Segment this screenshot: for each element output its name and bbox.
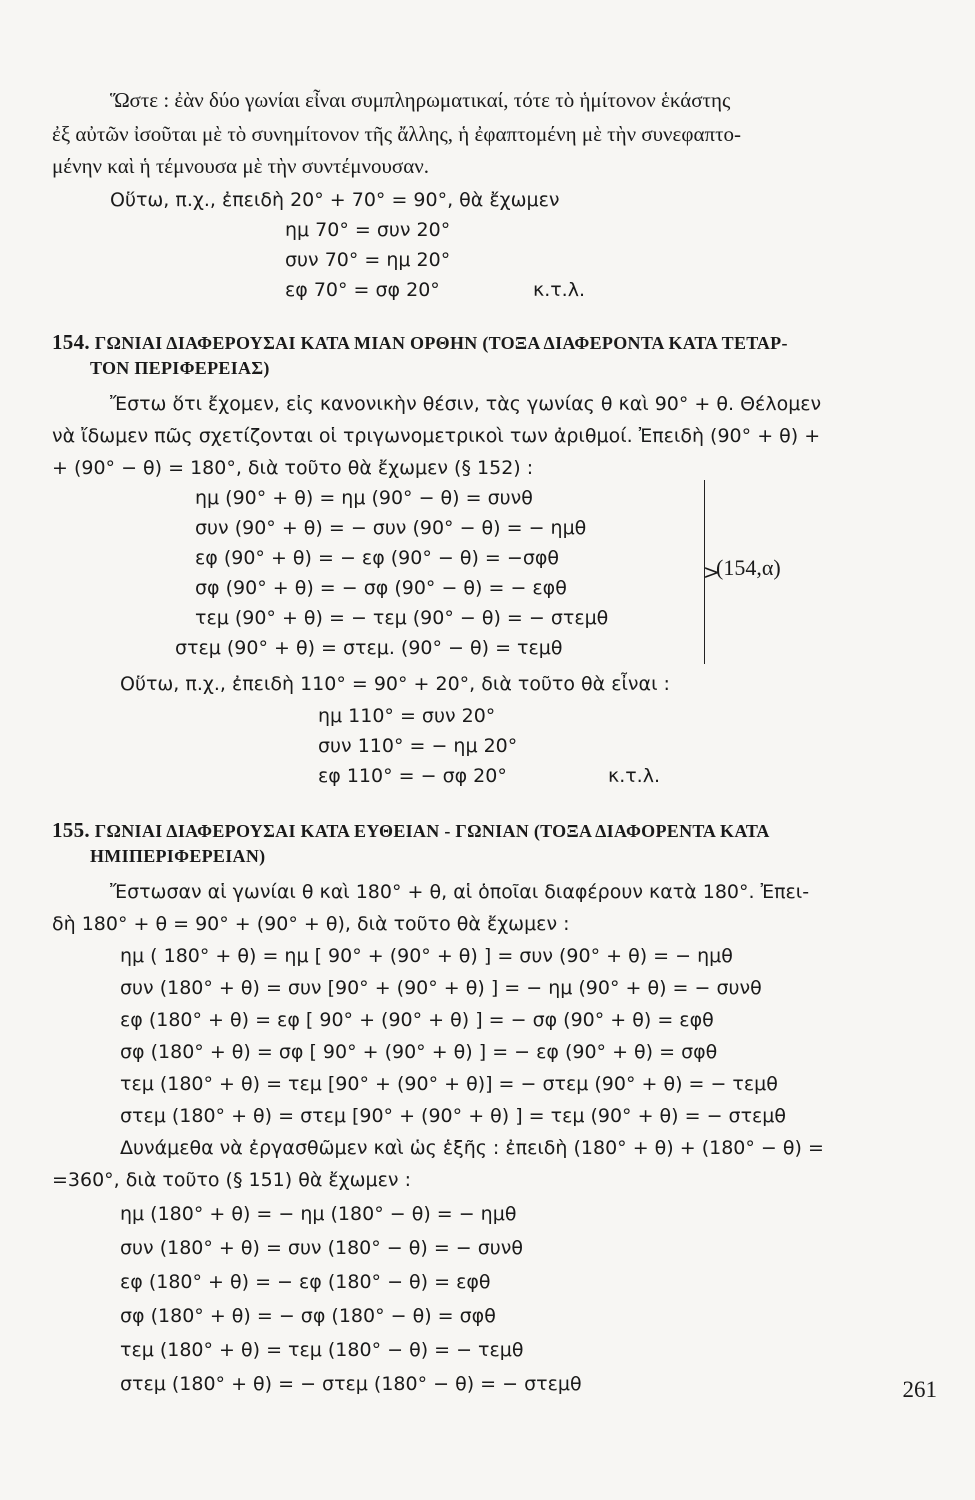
section-155-equation: στεμ (180° + θ) = στεμ [90° + (90° + θ) ] = τεμ (90° + θ) = − στεμθ xyxy=(120,1105,787,1127)
section-154-equation: ημ (90° + θ) = ημ (90° − θ) = συνθ xyxy=(195,487,533,509)
section-155-title-line-2: ΗΜΙΠΕΡΙΦΕΡΕΙΑΝ) xyxy=(90,846,266,866)
section-155-paragraph-line-2: δὴ 180° + θ = 90° + (90° + θ), διὰ τοῦτο θὰ ἔχωμεν : xyxy=(52,913,570,935)
section-154-equation: εφ (90° + θ) = − εφ (90° − θ) = −σφθ xyxy=(195,547,560,569)
section-155-equation: τεμ (180° + θ) = τεμ [90° + (90° + θ)] = − στεμ (90° + θ) = − τεμθ xyxy=(120,1073,778,1095)
brace-tip: > xyxy=(703,560,720,584)
section-155-paragraph-line-1: Ἔστωσαν αἱ γωνίαι θ καὶ 180° + θ, αἱ ὁποῖαι διαφέρουν κατὰ 180°. Ἐπει- xyxy=(110,881,810,903)
equation-group-label: (154,α) xyxy=(716,555,781,580)
section-154-title-line-1: ΓΩΝΙΑΙ ΔΙΑΦΕΡΟΥΣΑΙ ΚΑΤΑ ΜΙΑΝ ΟΡΘΗΝ (ΤΟΞΑ ΔΙΑΦΕΡΟΝΤΑ ΚΑΤΑ ΤΕΤΑΡ- xyxy=(94,333,788,353)
page-number: 261 xyxy=(902,1377,937,1402)
section-154-equation: τεμ (90° + θ) = − τεμ (90° − θ) = − στεμθ xyxy=(195,607,609,629)
section-155-equation-alt: συν (180° + θ) = συν (180° − θ) = − συνθ xyxy=(120,1237,524,1259)
section-154-example: Οὕτω, π.χ., ἐπειδὴ 110° = 90° + 20°, διὰ τοῦτο θὰ εἶναι : xyxy=(120,673,670,695)
section-154-equation: συν (90° + θ) = − συν (90° − θ) = − ημθ xyxy=(195,517,587,539)
section-155-equation-alt: στεμ (180° + θ) = − στεμ (180° − θ) = − στεμθ xyxy=(120,1373,582,1395)
section-155-paragraph-line-4: =360°, διὰ τοῦτο (§ 151) θὰ ἔχωμεν : xyxy=(52,1169,411,1191)
intro-equation: εφ 70° = σφ 20° xyxy=(285,279,440,301)
section-155-equation-alt: τεμ (180° + θ) = τεμ (180° − θ) = − τεμθ xyxy=(120,1339,524,1361)
section-154-title-line-2: ΤΟΝ ΠΕΡΙΦΕΡΕΙΑΣ) xyxy=(90,358,270,378)
intro-line-4: Οὕτω, π.χ., ἐπειδὴ 20° + 70° = 90°, θὰ ἔχωμεν xyxy=(110,189,560,211)
section-154-paragraph-line-2: νὰ ἴδωμεν πῶς σχετίζονται οἱ τριγωνομετρικοὶ των ἀριθμοί. Ἐπειδὴ (90° + θ) + xyxy=(52,425,821,447)
intro-equation: ημ 70° = συν 20° xyxy=(285,219,451,241)
section-154-paragraph-line-3: + (90° − θ) = 180°, διὰ τοῦτο θὰ ἔχωμεν (§ 152) : xyxy=(52,457,534,479)
section-154-number: 154. xyxy=(52,330,90,354)
section-154-paragraph-line-1: Ἔστω ὅτι ἔχομεν, εἰς κανονικὴν θέσιν, τὰς γωνίας θ καὶ 90° + θ. Θέλομεν xyxy=(110,393,822,415)
section-155-equation-alt: ημ (180° + θ) = − ημ (180° − θ) = − ημθ xyxy=(120,1203,517,1225)
section-155-equation: σφ (180° + θ) = σφ [ 90° + (90° + θ) ] = − εφ (90° + θ) = σφθ xyxy=(120,1041,718,1063)
section-154-example-equation: ημ 110° = συν 20° xyxy=(318,705,496,727)
section-154-equation: στεμ (90° + θ) = στεμ. (90° − θ) = τεμθ xyxy=(175,637,563,659)
section-155-equation: ημ ( 180° + θ) = ημ [ 90° + (90° + θ) ] = συν (90° + θ) = − ημθ xyxy=(120,945,733,967)
section-155-heading xyxy=(52,818,770,843)
intro-line-1: Ὥστε : ἐὰν δύο γωνίαι εἶναι συμπληρωματικαί, τότε τὸ ἡμίτονον ἑκάστης xyxy=(110,88,731,112)
section-154-equation: σφ (90° + θ) = − σφ (90° − θ) = − εφθ xyxy=(195,577,567,599)
section-154-example-equation: εφ 110° = − σφ 20° xyxy=(318,765,507,787)
section-154-example-equation: συν 110° = − ημ 20° xyxy=(318,735,518,757)
section-155-number: 155. xyxy=(52,818,90,842)
section-154-heading xyxy=(52,330,788,355)
intro-line-2: ἐξ αὐτῶν ἰσοῦται μὲ τὸ συνημίτονον τῆς ἄλλης, ἡ ἐφαπτομένη μὲ τὴν συνεφαπτο- xyxy=(52,122,742,146)
intro-equation: συν 70° = ημ 20° xyxy=(285,249,451,271)
section-155-paragraph-line-3: Δυνάμεθα νὰ ἐργασθῶμεν καὶ ὡς ἑξῆς : ἐπειδὴ (180° + θ) + (180° − θ) = xyxy=(120,1137,824,1159)
intro-ktl: κ.τ.λ. xyxy=(533,279,585,301)
section-155-equation-alt: εφ (180° + θ) = − εφ (180° − θ) = εφθ xyxy=(120,1271,491,1293)
section-155-equation: συν (180° + θ) = συν [90° + (90° + θ) ] = − ημ (90° + θ) = − συνθ xyxy=(120,977,762,999)
intro-line-3: μένην καὶ ἡ τέμνουσα μὲ τὴν συντέμνουσαν. xyxy=(52,154,429,178)
section-155-equation: εφ (180° + θ) = εφ [ 90° + (90° + θ) ] = − σφ (90° + θ) = εφθ xyxy=(120,1009,714,1031)
section-155-equation-alt: σφ (180° + θ) = − σφ (180° − θ) = σφθ xyxy=(120,1305,496,1327)
section-154-ktl: κ.τ.λ. xyxy=(608,765,660,787)
section-155-title-line-1: ΓΩΝΙΑΙ ΔΙΑΦΕΡΟΥΣΑΙ ΚΑΤΑ ΕΥΘΕΙΑΝ - ΓΩΝΙΑΝ (ΤΟΞΑ ΔΙΑΦΟΡΕΝΤΑ ΚΑΤΑ xyxy=(94,821,770,841)
